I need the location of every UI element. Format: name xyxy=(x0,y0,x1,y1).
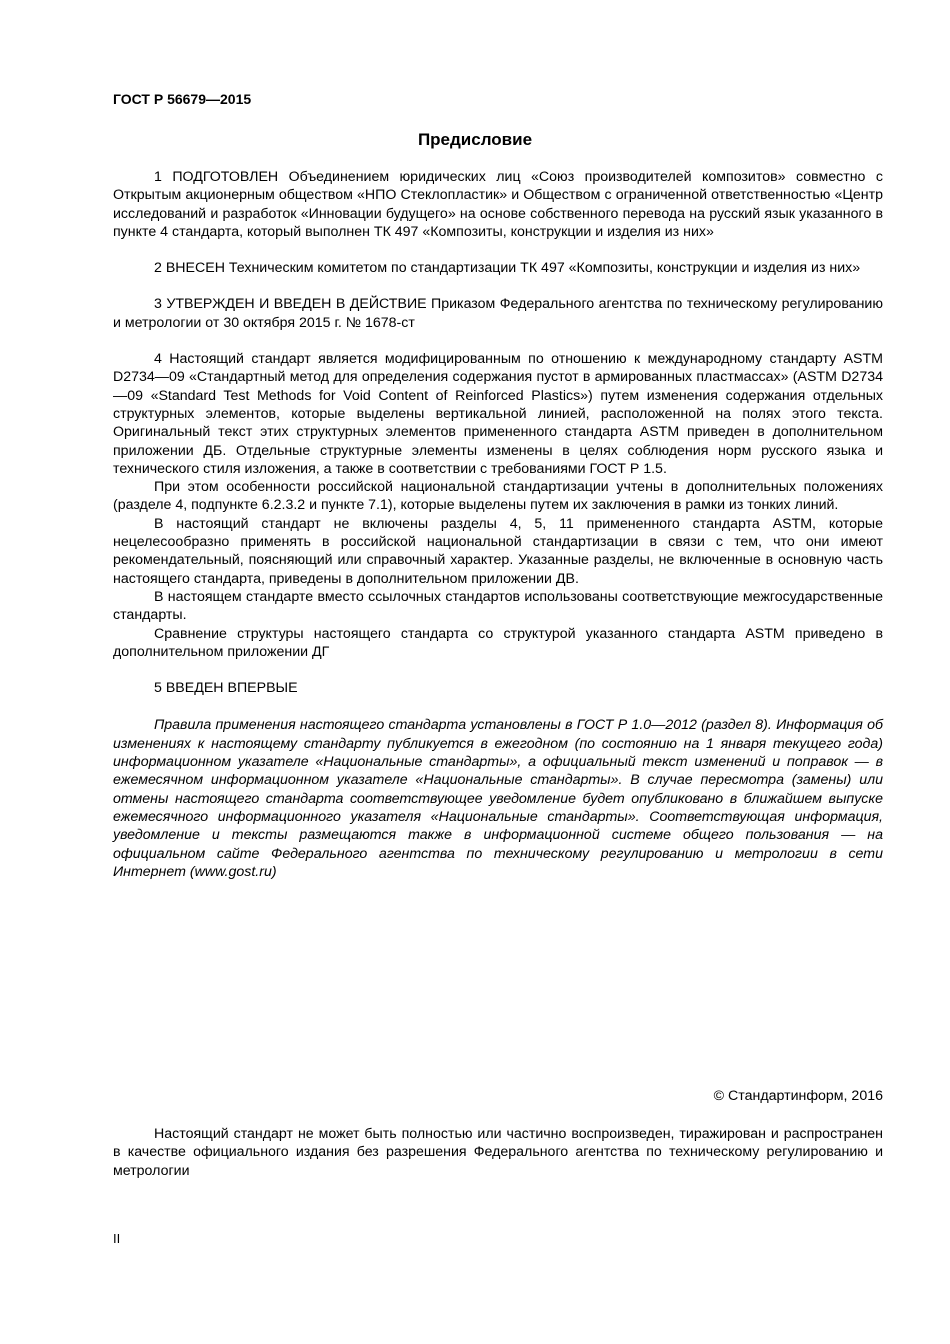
page-title: Предисловие xyxy=(417,130,533,149)
application-notice: Правила применения настоящего стандарта установлены в ГОСТ Р 1.0—2012 (раздел 8). Информация об изменениях к настоящему стандарту публикуется в ежегодном (по состоянию на 1 января текущего года) информационном указателе «Национальные стандарты», а официальный текст изменений и поправок — в ежемесячном информационном указателе «Национальные стандарты». В случае пересмотра (замены) или отмены настоящего стандарта соответствующее уведомление будет опубликовано в ближайшем выпуске ежемесячного информационного указателя «Национальные стандарты». Соответствующая информация, уведомление и тексты размещаются также в информационной системе общего пользования — на официальном сайте Федерального агентства по техническому регулированию и метрологии в сети Интернет (www.gost.ru) xyxy=(113,717,883,880)
preface-item-5: 5 ВВЕДЕН ВПЕРВЫЕ xyxy=(154,680,298,697)
preface-item-4-paragraph-3: В настоящий стандарт не включены разделы 4, 5, 11 примененного стандарта ASTM, которые нецелесообразно применять в российской национальной стандартизации в связи с тем, что они имеют рекомендательный, поясняющий или справочный характер. Указанные разделы, не включенные в основную часть настоящего стандарта, приведены в дополнительном приложении ДВ. xyxy=(113,515,883,587)
document-code: ГОСТ Р 56679—2015 xyxy=(113,91,252,107)
legal-notice-text: Настоящий стандарт не может быть полностью или частично воспроизведен, тиражирован и распространен в качестве официального издания без разрешения Федерального агентства по техническому регулированию и метрологии xyxy=(113,1126,883,1179)
preface-item-4-paragraph-2: При этом особенности российской национальной стандартизации учтены в дополнительных положениях (разделе 4, подпункте 6.2.3.2 и пункте 7.1), которые выделены путем их заключения в рамки из тонких линий. xyxy=(113,479,883,514)
copyright-line: © Стандартинформ, 2016 xyxy=(713,1088,883,1104)
page-number: II xyxy=(113,1231,121,1246)
preface-item-4-paragraph-5: Сравнение структуры настоящего стандарта со структурой указанного стандарта ASTM приведено в дополнительном приложении ДГ xyxy=(113,625,883,660)
preface-item-3: 3 УТВЕРЖДЕН И ВВЕДЕН В ДЕЙСТВИЕ Приказом Федерального агентства по техническому регулированию и метрологии от 30 октября 2015 г. № 1678-ст xyxy=(113,296,883,331)
preface-item-1: 1 ПОДГОТОВЛЕН Объединением юридических лиц «Союз производителей композитов» совместно с Открытым акционерным обществом «НПО Стеклопластик» и Обществом с ограниченной ответственностью «Центр исследований и разработок «Инновации будущего» на основе собственного перевода на русский язык указанного в пункте 4 стандарта, который выполнен ТК 497 «Композиты, конструкции и изделия из них» xyxy=(113,169,883,240)
preface-item-2: 2 ВНЕСЕН Техническим комитетом по стандартизации ТК 497 «Композиты, конструкции и изделия из них» xyxy=(154,260,861,277)
preface-item-4: 4 Настоящий стандарт является модифицированным по отношению к международному стандарту ASTM D2734—09 «Стандартный метод для определения содержания пустот в армированных пластмассах» (ASTM D2734—09 «Standard Test Methods for Void Content of Reinforced Plastics») путем изменения содержания отдельных структурных элементов, которые выделены вертикальной линией, расположенной на полях этого текста. Оригинальный текст этих структурных элементов примененного стандарта ASTM приведен в дополнительном приложении ДБ. Отдельные структурные элементы изменены в целях соблюдения норм русского языка и технического стиля изложения, а также в соответствии с требованиями ГОСТ Р 1.5. xyxy=(113,351,883,477)
legal-notice xyxy=(113,1125,883,1180)
preface-body xyxy=(113,168,883,881)
preface-item-4-paragraph-4: В настоящем стандарте вместо ссылочных стандартов использованы соответствующие межгосударственные стандарты. xyxy=(113,588,883,624)
